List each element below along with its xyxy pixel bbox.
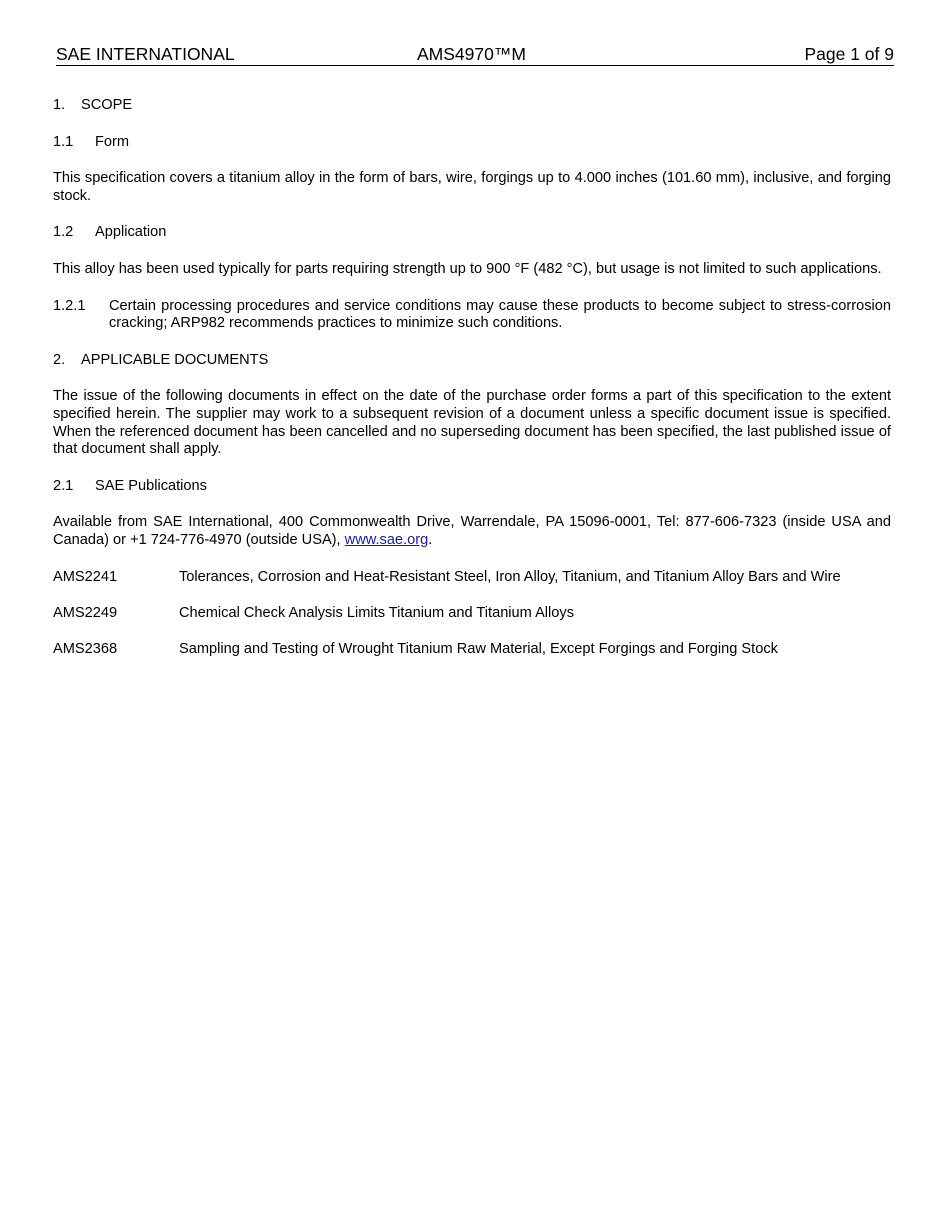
document-code: AMS2241 [53, 568, 118, 585]
header-page-number: Page 1 of 9 [804, 44, 894, 64]
availability-text-end: . [428, 531, 433, 548]
section-number: 1.2.1 [53, 297, 86, 314]
section-title: SAE Publications [95, 477, 207, 494]
page-header [56, 44, 894, 66]
section-number: 1.2 [53, 224, 74, 241]
document-list-item [53, 605, 891, 623]
application-paragraph: This alloy has been used typically for parts requiring strength up to 900 °F (482 °C), but usage is not limited to such applications. [53, 260, 882, 277]
section-heading-form [53, 134, 891, 152]
section-number: 1. [53, 97, 66, 113]
section-title: SCOPE [81, 97, 133, 113]
header-document-id: AMS4970™M [417, 44, 526, 64]
section-heading-applicable-documents [53, 352, 891, 370]
header-organization: SAE INTERNATIONAL [56, 44, 235, 64]
section-title: APPLICABLE DOCUMENTS [81, 351, 269, 368]
document-title: Chemical Check Analysis Limits Titanium and Titanium Alloys [179, 604, 574, 621]
section-number: 1.1 [53, 133, 74, 150]
section-number: 2. [53, 351, 66, 368]
sae-publications-paragraph [53, 514, 891, 549]
section-title: Form [95, 133, 130, 150]
section-heading-application [53, 224, 891, 242]
section-title: Application [95, 224, 167, 241]
document-list-item [53, 641, 891, 659]
subsection-1-2-1 [53, 298, 891, 333]
document-list-item [53, 569, 891, 587]
sae-website-link[interactable]: www.sae.org [344, 531, 429, 548]
document-list [53, 569, 891, 659]
document-code: AMS2249 [53, 604, 118, 621]
applicable-documents-paragraph: The issue of the following documents in effect on the date of the purchase order forms a part of this specification to the extent specified herein. The supplier may work to a subsequent revision of a document unless a specific document issue is specified. When the referenced document has been cancelled and no superseding document has been specified, the last published issue of that document shall apply. [53, 388, 891, 458]
availability-text: Available from SAE International, 400 Commonwealth Drive, Warrendale, PA 15096-0001, Tel: 877-606-7323 (inside USA and Canada) or +1 724-776-4970 (outside USA), [53, 514, 891, 548]
document-title: Sampling and Testing of Wrought Titanium Raw Material, Except Forgings and Forging Stock [179, 640, 778, 657]
subsection-text: Certain processing procedures and service conditions may cause these products to become subject to stress-corrosion cracking; ARP982 recommends practices to minimize such conditions. [109, 297, 891, 332]
section-heading-sae-publications [53, 478, 891, 496]
section-number: 2.1 [53, 477, 74, 494]
document-title: Tolerances, Corrosion and Heat-Resistant Steel, Iron Alloy, Titanium, and Titanium Alloy Bars and Wire [179, 568, 841, 585]
document-body [53, 97, 891, 677]
form-paragraph: This specification covers a titanium alloy in the form of bars, wire, forgings up to 4.000 inches (101.60 mm), inclusive, and forging stock. [53, 170, 891, 204]
section-heading-scope [53, 97, 891, 115]
document-code: AMS2368 [53, 640, 118, 657]
